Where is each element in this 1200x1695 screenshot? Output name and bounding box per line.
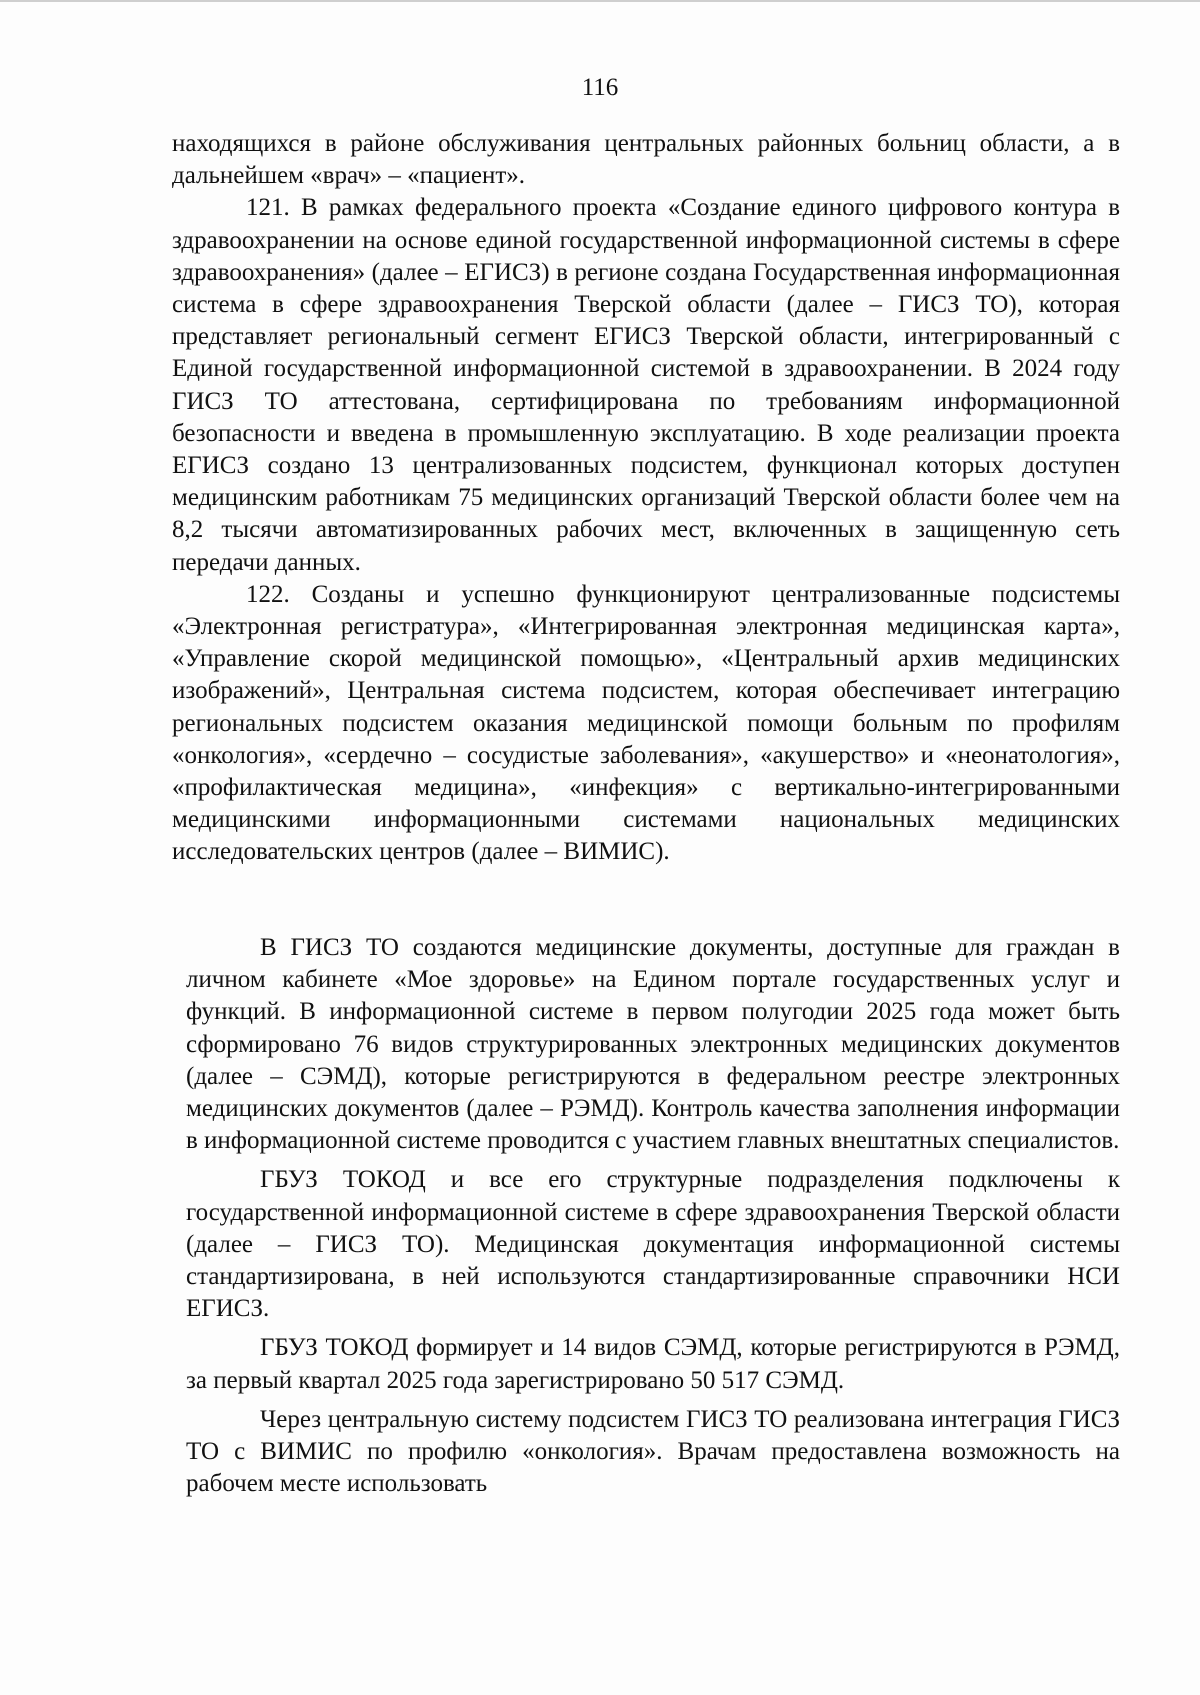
- page-number: 116: [581, 74, 619, 101]
- paragraph-gap: [186, 1157, 1120, 1164]
- paragraph-gap: [186, 1397, 1120, 1404]
- paragraph-vimis-integration: Через центральную систему подсистем ГИСЗ ТО реализована интеграция ГИСЗ ТО с ВИМИС по профилю «онкология». Врачам предоставлена возможность на рабочем месте использовать: [186, 1405, 1120, 1498]
- paragraph-gap: [186, 1325, 1120, 1332]
- page-top-edge: [0, 0, 1200, 2]
- paragraph-continuation: находящихся в районе обслуживания центральных районных больниц области, а в дальнейшем «врач» – «пациент».: [172, 130, 1120, 190]
- paragraph-gisz-documents: В ГИСЗ ТО создаются медицинские документы, доступные для граждан в личном кабинете «Мое здоровье» на Едином портале государственных услуг и функций. В информационной системе в первом полугодии 2025 года может быть сформировано 76 видов структурированных электронных медицинских документов (далее – СЭМД), которые регистрируются в федеральном реестре электронных медицинских документов (далее – РЭМД). Контроль качества заполнения информации в информационной системе проводится с участием главных внештатных специалистов.: [186, 934, 1120, 1155]
- text-block-lower: [186, 932, 1120, 1500]
- text-block-upper: [172, 128, 1120, 869]
- paragraph-tokod-semd: ГБУЗ ТОКОД формирует и 14 видов СЭМД, которые регистрируются в РЭМД, за первый квартал 2025 года зарегистрировано 50 517 СЭМД.: [186, 1334, 1120, 1394]
- paragraph-121: 121. В рамках федерального проекта «Создание единого цифрового контура в здравоохранении на основе единой государственной информационной системы в сфере здравоохранения» (далее – ЕГИСЗ) в регионе создана Государственная информационная система в сфере здравоохранения Тверской области (далее – ГИСЗ ТО), которая представляет региональный сегмент ЕГИСЗ Тверской области, интегрированный с Единой государственной информационной системой в здравоохранении. В 2024 году ГИСЗ ТО аттестована, сертифицирована по требованиям информационной безопасности и введена в промышленную эксплуатацию. В ходе реализации проекта ЕГИСЗ создано 13 централизованных подсистем, функционал которых доступен медицинским работникам 75 медицинских организаций Тверской области более чем на 8,2 тысячи автоматизированных рабочих мест, включенных в защищенную сеть передачи данных.: [172, 194, 1120, 576]
- paragraph-tokod-connection: ГБУЗ ТОКОД и все его структурные подразделения подключены к государственной информационной системе в сфере здравоохранения Тверской области (далее – ГИСЗ ТО). Медицинская документация информационной системы стандартизирована, в ней используются стандартизированные справочники НСИ ЕГИСЗ.: [186, 1166, 1120, 1323]
- paragraph-122: 122. Созданы и успешно функционируют централизованные подсистемы «Электронная регистратура», «Интегрированная электронная медицинская карта», «Управление скорой медицинской помощью», «Центральный архив медицинских изображений», Центральная система подсистем, которая обеспечивает интеграцию региональных подсистем оказания медицинской помощи больным по профилям «онкология», «сердечно – сосудистые заболевания», «акушерство» и «неонатология», «профилактическая медицина», «инфекция» с вертикально-интегрированными медицинскими информационными системами национальных медицинских исследовательских центров (далее – ВИМИС).: [172, 580, 1120, 866]
